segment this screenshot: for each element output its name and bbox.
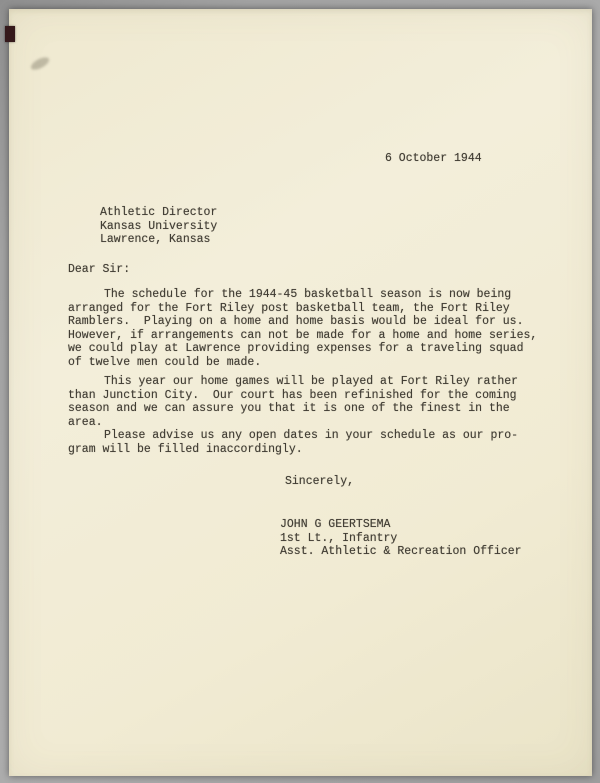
closing: Sincerely, (285, 475, 355, 488)
paragraph-line: season and we can assure you that it is one of the finest in the (68, 402, 510, 415)
body-paragraph (68, 375, 518, 429)
signature-block (280, 518, 522, 559)
signature-name: JOHN G GEERTSEMA (280, 518, 391, 531)
paragraph-line: This year our home games will be played at Fort Riley rather (104, 375, 519, 388)
recipient-line: Kansas University (100, 219, 218, 233)
recipient-line: Athletic Director (100, 206, 218, 219)
paragraph-line: Please advise us any open dates in your schedule as our pro- (104, 429, 519, 442)
paragraph-line: However, if arrangements can not be made for a home and home series, (68, 328, 538, 342)
paragraph-line: arranged for the Fort Riley post basketball team, the Fort Riley (68, 301, 510, 315)
paragraph-line: than Junction City. Our court has been refinished for the coming (68, 388, 517, 402)
paragraph-line: gram will be filled inaccordingly. (68, 442, 303, 456)
recipient-address (100, 206, 217, 247)
body-paragraph (68, 429, 518, 456)
recipient-line: Lawrence, Kansas (100, 233, 211, 246)
paragraph-line: Ramblers. Playing on a home and home basis would be ideal for us. (68, 315, 524, 328)
salutation: Dear Sir: (68, 263, 131, 276)
date-line: 6 October 1944 (385, 152, 482, 165)
paragraph-line: The schedule for the 1944-45 basketball season is now being (104, 288, 512, 301)
paragraph-line: we could play at Lawrence providing expenses for a traveling squad (68, 342, 524, 355)
body-paragraph (68, 288, 537, 369)
signature-rank: 1st Lt., Infantry (280, 531, 398, 545)
paragraph-line: area. (68, 415, 103, 429)
paragraph-line: of twelve men could be made. (68, 355, 262, 369)
signature-title: Asst. Athletic & Recreation Officer (280, 545, 522, 558)
